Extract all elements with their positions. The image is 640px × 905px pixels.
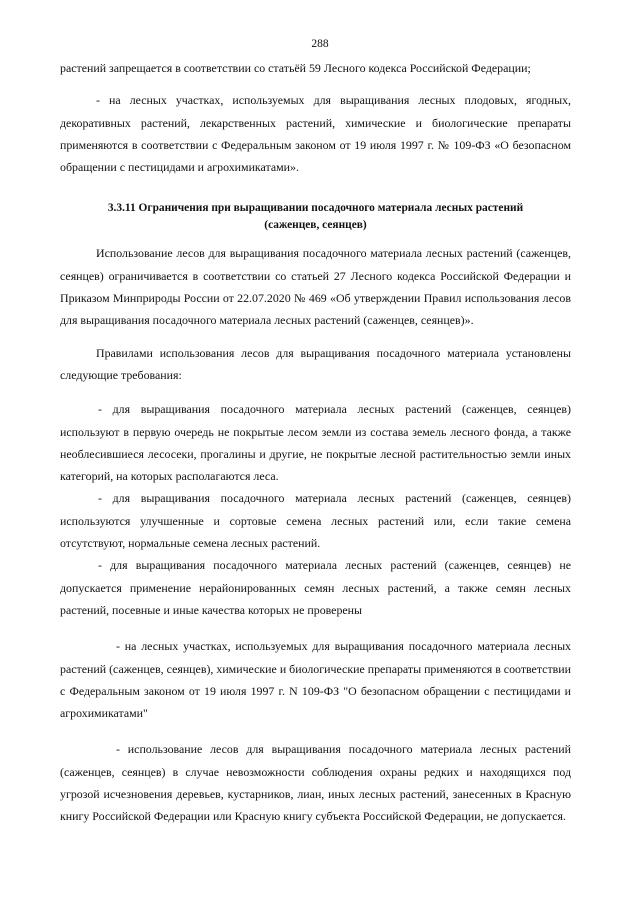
paragraph-requirement-unzoned-seeds: - для выращивания посадочного материала лесных растений (саженцев, сеянцев) не допускается применение нерайонированных семян лесных растений, а также семян лесных растений, посевные и иные качества которых не проверены <box>60 558 571 617</box>
paragraph-requirement-seeds: - для выращивания посадочного материала лесных растений (саженцев, сеянцев) используются улучшенные и сортовые семена лесных растений или, если такие семена отсутствуют, нормальные семена лесных растений. <box>60 491 571 551</box>
paragraph-requirement-lands: - для выращивания посадочного материала лесных растений (саженцев, сеянцев) используют в первую очередь не покрытые лесом земли из состава земель лесного фонда, а также необлесившиеся лесосеки, прогалины и другие, не покрытые лесной растительностью земли иных категорий, на которых располагаются леса. <box>60 402 571 484</box>
paragraph-forest-use-restriction: Использование лесов для выращивания посадочного материала лесных растений (саженцев, сеянцев) ограничивается в соответствии со статьей 27 Лесного кодекса Российской Федерации и Приказом Минприроды России от 22.07.2020 № 469 «Об утверждении Правил использования лесов для выращивания посадочного материала лесных растений (саженцев, сеянцев)». <box>60 246 571 328</box>
paragraph-requirement-red-book: - использование лесов для выращивания посадочного материала лесных растений (саженцев, сеянцев) в случае невозможности соблюдения охраны редких и находящихся под угрозой исчезновения деревьев, кустарников, лиан, иных лесных растений, занесенных в Красную книгу Российской Федерации или Красную книгу субъекта Российской Федерации, не допускается. <box>60 742 571 824</box>
paragraph-requirements-intro: Правилами использования лесов для выращивания посадочного материала установлены следующие требования: <box>60 345 571 382</box>
page-number: 288 <box>311 38 329 50</box>
paragraph-requirement-pesticides: - на лесных участках, используемых для выращивания посадочного материала лесных растений (саженцев, сеянцев), химические и биологические препараты применяются в соответствии с Федеральным законом от 19 июля 1997 г. N 109-ФЗ "О безопасном обращении с пестицидами и агрохимикатами" <box>60 639 571 721</box>
section-heading: 3.3.11 Ограничения при выращивании посадочного материала лесных растений (саженцев, сеянцев) <box>107 202 524 232</box>
page-content <box>60 57 571 828</box>
paragraph-pesticides-fruit-plots: - на лесных участках, используемых для выращивания лесных плодовых, ягодных, декоративных растений, лекарственных растений, химические и биологические препараты применяются в соответствии с Федеральным законом от 19 июля 1997 г. № 109-ФЗ «О безопасном обращении с пестицидами и агрохимикатами». <box>60 93 571 175</box>
paragraph-continuation: растений запрещается в соответствии со статьёй 59 Лесного кодекса Российской Федерации; <box>60 61 531 75</box>
